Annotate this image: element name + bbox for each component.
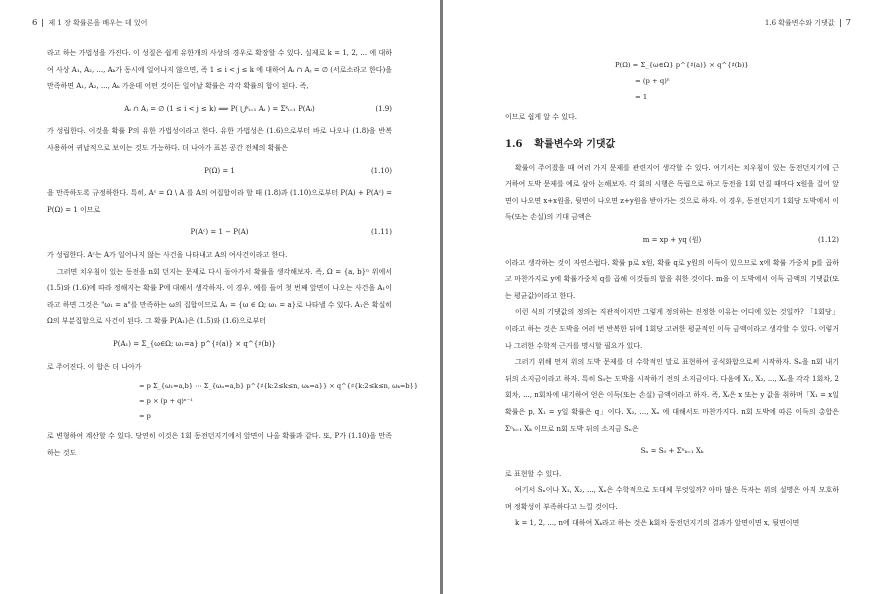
right-page-number: 7: [845, 18, 851, 28]
left-page: [0, 0, 440, 594]
derivation-line: = p × (p + q)ⁿ⁻¹: [139, 397, 193, 406]
equation-number: (1.11): [370, 228, 392, 237]
paragraph: 로 표현할 수 있다.: [505, 469, 562, 478]
section-heading: [505, 138, 839, 152]
derivation-block: [47, 379, 419, 424]
paragraph: 이런 식의 기댓값의 정의는 직관적이지만 그렇게 정의하는 진정한 이유는 어디에 있는 것일까? 「1회당」이라고 하는 것은 도박을 여러 번 반복한 뒤에 1회당 고려한 평균적인 이득 금액이라고 생각할 수 있다. 어렇거나 그러한 수학적 근거를 명시할 필요가 있다.: [505, 308, 839, 350]
section-title: 확률변수와 기댓값: [534, 138, 616, 150]
right-running-header: [765, 18, 851, 28]
paragraph: 여기서 Sₙ이나 X₁, X₂, ..., Xₙ은 수학적으로 도대체 무엇일까? 아마 많은 독자는 위의 설명은 아직 모호하며 정확성이 부족하다고 느낄 것이다.: [505, 486, 839, 511]
equation-1-11: [47, 224, 392, 241]
equation-text: Aᵢ ∩ Aⱼ = ∅ (1 ≤ i < j ≤ k) ⟹ P( ⋃ᵏᵢ₌₁ Aᵢ ) = Σᵏᵢ₌₁ P(Aᵢ): [124, 104, 315, 113]
left-running-header: [32, 18, 147, 28]
equation-text: Sₙ = S₀ + Σⁿₖ₌₁ Xₖ: [640, 447, 704, 456]
derivation-line: = p Σ_{ω₁=a,b} ⋯ Σ_{ωₙ=a,b} p^{♯{k:2≤k≤n, ωₖ=a}} × q^{♯{k:2≤k≤n, ωₖ=b}}: [139, 382, 419, 391]
derivation-line: = (p + q)ⁿ: [635, 77, 670, 85]
paragraph: 이라고 생각하는 것이 자연스럽다. 확률 p로 x원, 확률 q로 y원의 이득이 있으므로 x에 확률 가중치 p를 곱하고 마찬가지로 y에 확률가중치 q를 곱해 이것들의 합을 취한 것이다. m을 이 도박에서 이득 금액의 기댓값(또는 평균값)이라고 한다.: [505, 258, 839, 300]
equation-Sn: [505, 443, 839, 460]
equation-number: (1.10): [370, 166, 392, 175]
equation-1-9: [47, 101, 392, 118]
right-page: [443, 0, 883, 594]
paragraph: 가 성립한다. 이것을 확률 P의 유한 가법성이라고 한다. 유한 가법성은 (1.6)으로부터 바로 나오나 (1.8)을 반복 사용하여 귀납적으로 보이는 것도 가능하다. 더 나아가 표본 공간 전체의 확률은: [47, 127, 392, 152]
paragraph: k = 1, 2, ..., n에 대하여 Xₖ라고 하는 것은 k회차 동전던지기의 결과가 앞면이면 x, 뒷면이면: [515, 519, 800, 528]
paragraph: 을 만족하도록 규정하한다. 특히, Aᶜ = Ω \ A 를 A의 여집합이라 할 때 (1.8)과 (1.10)으로부터 P(A) + P(Aᶜ) = P(Ω) = 1 이므로: [47, 189, 392, 214]
equation-text: P(Aᶜ) = 1 − P(A): [190, 228, 249, 237]
top-derivation: [505, 57, 839, 105]
derivation-line: = p: [139, 412, 151, 421]
paragraph: 확률이 주어졌을 때 여러 가지 문제를 관련지어 생각할 수 있다. 여기서는 치우침이 있는 동전던지기에 근거하여 도박 문제를 예로 삼아 논해보자. 각 회의 시행은 독립으로 하고 동전을 1회 던질 때마다 x원을 걸어 앞면이 나오면 x+x원을, 뒷면이 나오면 z+y원을 받아가는 것으로 하자. 이 경우, 동전던지기 1회당 도박에서 이득(또는 손실)의 기대 금액은: [505, 163, 839, 222]
equation-text: P(A₁) = Σ_{ω∈Ω; ω₁=a} p^{♯(a)} × q^{♯(b)}: [113, 339, 276, 348]
equation-1-10: [47, 163, 392, 180]
derivation-line: = 1: [635, 93, 648, 101]
equation-1-12: [505, 232, 839, 249]
equation-number: (1.12): [817, 235, 839, 244]
left-chapter-title: 제 1 장 확률론을 배우는 데 있어: [48, 19, 148, 27]
paragraph: 그러면 치우침이 있는 동전을 n회 던지는 문제로 다시 돌아가서 확률을 생각해보자. 즉, Ω = {a, b}ⁿ 위에서 (1.5)와 (1.6)에 따라 정해지는 확률 P에 대해서 생각하자. 이 경우, 예를 들어 첫 번째 앞면이 나오는 사건을 A₁이라고 하면 그것은 "ω₁ = a"를 만족하는 ω의 집합이므로 A₁ = {ω ∈ Ω; ω₁ = a}로 나타낼 수 있다. A₁은 확실히 Ω의 부분집합으로 사건이 된다. 그 확률 P(A₁)은 (1.5)와 (1.6)으로부터: [47, 267, 392, 326]
right-page-body: [505, 45, 839, 532]
paragraph: 이므로 쉽게 알 수 있다.: [505, 113, 577, 121]
equation-text: m = xp + yq (원): [642, 235, 702, 244]
paragraph: 그러기 위해 먼저 위의 도박 문제를 더 수학적인 말로 표현하여 공식화합으로써 시작하자. Sₙ을 n회 내기 뒤의 소지금이라고 하자. 특히 S₀는 도박을 시작하기 전의 소지금이다. 다음에 X₁, X₂, ..., Xₙ을 각각 1회차, 2회차, ..., n회차에 내기하여 얻은 이득(또는 손실) 금액이라고 하자. 즉, Xᵢ은 x 또는 y 값을 취하며「X₁ = x일 확률은 p, X₁ = y일 확률은 q」이다. X₂, ..., Xₙ 에 대해서도 마찬가지다. n회 도박에 따른 이득의 총합은 Σⁿₖ₌₁ Xₖ 이므로 n회 도박 뒤의 소지금 Sₙ은: [505, 358, 839, 433]
right-section-title: 1.6 확률변수와 기댓값: [764, 19, 835, 27]
left-page-body: [47, 45, 419, 461]
paragraph: 로 변형하여 계산할 수 있다. 당연히 이것은 1회 동전던지기에서 앞면이 나올 확률과 같다. 또, P가 (1.10)을 만족하는 것도: [47, 432, 392, 457]
left-page-number: 6: [32, 18, 38, 28]
equation-number: (1.9): [375, 104, 392, 113]
paragraph: 가 성립한다. Aᶜ는 A가 일어나지 않는 사건을 나타내고 A의 여사건이라고 한다.: [47, 250, 288, 259]
equation-text: P(Ω) = 1: [204, 166, 235, 175]
section-number: 1.6: [505, 138, 523, 150]
equation-pA1: [47, 336, 392, 353]
paragraph: 라고 하는 가법성을 가진다. 이 성질은 쉽게 유한개의 사상의 경우로 확장할 수 있다. 실제로 k = 1, 2, ... 에 대하여 사상 A₁, A₂, ..., Aₖ가 동시에 일어나지 않으면, 즉 1 ≤ i < j ≤ k 에 대하여 Aᵢ ∩ Aⱼ = ∅ (서로소라고 한다)을 만족하면 A₁, A₂, ..., Aₖ 가운데 어떤 것이든 일어날 확률은 각각 확률의 합이 된다. 즉,: [47, 49, 392, 91]
paragraph: 로 주어진다. 이 합은 더 나아가: [47, 362, 142, 371]
derivation-line: P(Ω) = Σ_{ω∈Ω} p^{♯(a)} × q^{♯(b)}: [615, 61, 749, 69]
